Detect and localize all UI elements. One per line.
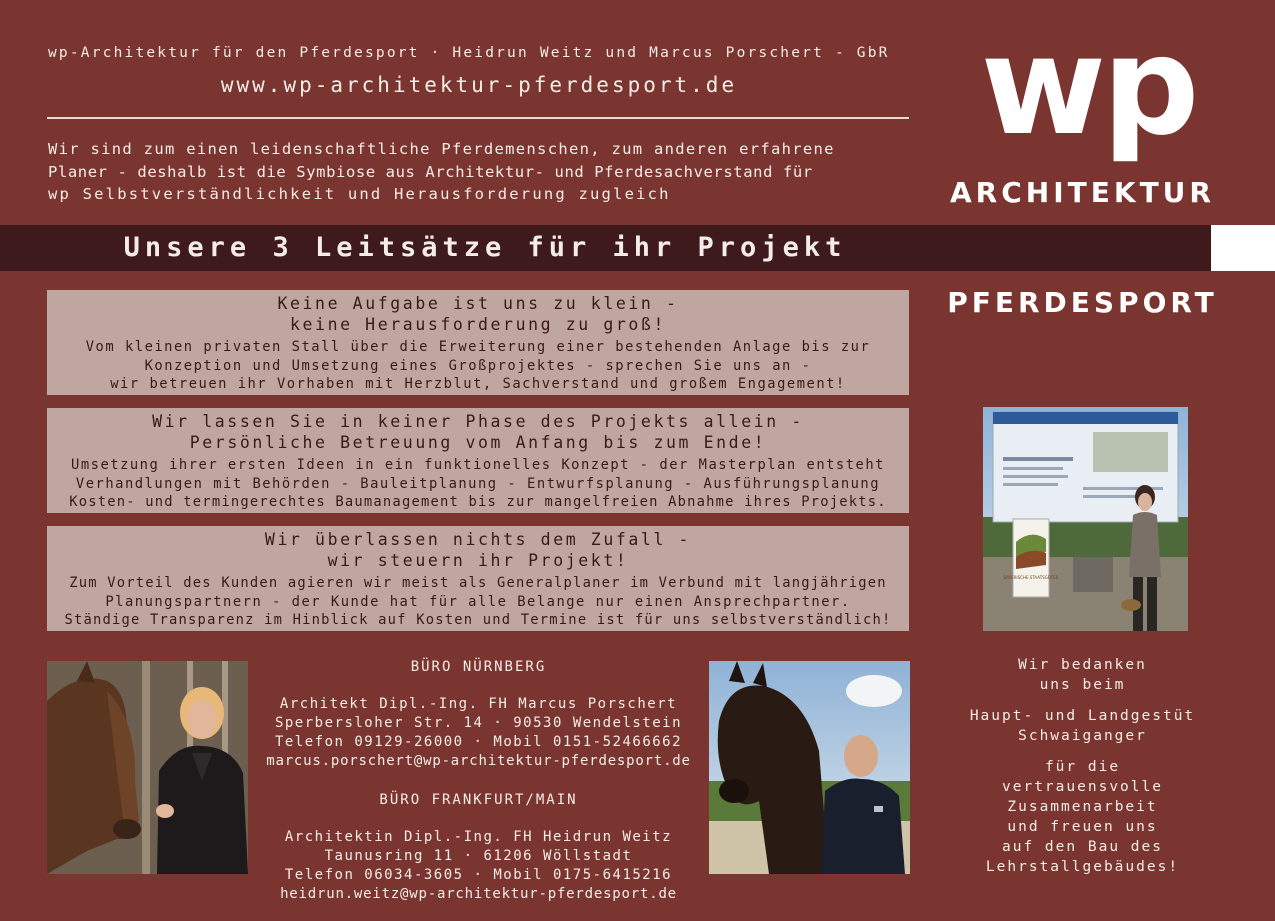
office-line: Sperbersloher Str. 14 · 90530 Wendelstein — [274, 715, 683, 731]
thanks-line: und freuen uns — [1007, 819, 1158, 835]
intro-line: wp Selbstverständlichkeit und Herausforderung zugleich — [48, 185, 671, 203]
principle-heading: keine Herausforderung zu groß! — [289, 315, 666, 334]
thanks-line: Schwaiganger — [1018, 728, 1147, 744]
thanks-line: Zusammenarbeit — [1007, 799, 1158, 815]
sign-brand-text: BAYERISCHE STAATSGÜTER — [1003, 575, 1059, 580]
principle-heading: Wir überlassen nichts dem Zufall - — [264, 530, 692, 549]
woman-horse-illustration — [47, 661, 248, 874]
website-url[interactable]: www.wp-architektur-pferdesport.de — [220, 73, 738, 97]
construction-sign-photo — [983, 407, 1188, 631]
principle-body: Ständige Transparenz im Hinblick auf Kosten und Termine ist für uns selbstverständlich! — [64, 612, 892, 628]
principle-heading: Keine Aufgabe ist uns zu klein - — [277, 294, 679, 313]
principle-body: Umsetzung ihrer ersten Ideen in ein funktionelles Konzept - der Masterplan entsteht — [71, 457, 885, 473]
principle-body: Konzeption und Umsetzung eines Großprojektes - sprechen Sie uns an - — [144, 357, 812, 374]
header-divider — [47, 117, 909, 119]
office-title-nuernberg: BÜRO NÜRNBERG — [410, 659, 547, 675]
section-title: Unsere 3 Leitsätze für ihr Projekt — [123, 232, 847, 263]
principle-body: wir betreuen ihr Vorhaben mit Herzblut, Sachverstand und großem Engagement! — [110, 376, 846, 392]
principle-body: Zum Vorteil des Kunden agieren wir meist als Generalplaner im Verbund mit langjährigen — [69, 575, 887, 591]
intro-text — [48, 138, 918, 206]
principle-body: Planungspartnern - der Kunde hat für alle Belange nur einen Ansprechpartner. — [105, 593, 851, 610]
thanks-line: uns beim — [1039, 677, 1126, 693]
brand-line-pferdesport: PFERDESPORT — [947, 286, 1218, 319]
office-contacts — [250, 658, 707, 904]
office-phone: Telefon 09129-26000 · Mobil 0151-52466662 — [274, 734, 683, 750]
thanks-line: auf den Bau des — [1002, 839, 1163, 855]
office-phone: Telefon 06034-3605 · Mobil 0175-6415216 — [284, 867, 673, 883]
principle-box-2 — [47, 408, 909, 513]
office-line: Architekt Dipl.-Ing. FH Marcus Porschert — [279, 696, 678, 712]
office-line: Architektin Dipl.-Ing. FH Heidrun Weitz — [284, 829, 673, 845]
header-company-line: wp-Architektur für den Pferdesport · Heidrun Weitz und Marcus Porschert - GbR — [48, 45, 890, 61]
man-horse-illustration — [709, 661, 910, 874]
heidrun-weitz-photo — [47, 661, 248, 874]
principle-body: Kosten- und termingerechtes Baumanagement bis zur mangelfreien Abnahme ihres Projekts. — [69, 494, 887, 510]
principle-body: Verhandlungen mit Behörden - Bauleitplanung - Entwurfsplanung - Ausführungsplanung — [75, 475, 881, 492]
thanks-line: vertrauensvolle — [1002, 779, 1163, 795]
title-band-accent — [1211, 225, 1275, 271]
principle-box-1 — [47, 290, 909, 395]
office-line: Taunusring 11 · 61206 Wöllstadt — [324, 848, 633, 864]
wp-logo: wp — [980, 8, 1196, 166]
principle-body: Vom kleinen privaten Stall über die Erweiterung einer bestehenden Anlage bis zur — [85, 339, 871, 355]
thanks-line: für die — [1044, 759, 1121, 775]
brand-line-architektur: ARCHITEKTUR — [950, 176, 1215, 209]
marcus-porschert-photo — [709, 661, 910, 874]
principle-box-3 — [47, 526, 909, 631]
thanks-line: Wir bedanken — [1018, 657, 1147, 673]
office-email[interactable]: marcus.porschert@wp-architektur-pferdesport.de — [266, 753, 691, 769]
intro-line: Planer - deshalb ist die Symbiose aus Architektur- und Pferdesachverstand für — [48, 162, 813, 181]
office-email[interactable]: heidrun.weitz@wp-architektur-pferdesport.de — [280, 886, 677, 902]
thanks-message — [940, 655, 1225, 877]
thanks-line: Haupt- und Landgestüt — [969, 708, 1196, 724]
principle-heading: Persönliche Betreuung vom Anfang bis zum Ende! — [189, 433, 767, 452]
principle-heading: wir steuern ihr Projekt! — [327, 551, 629, 570]
construction-sign-illustration — [983, 407, 1188, 631]
office-title-frankfurt: BÜRO FRANKFURT/MAIN — [379, 792, 578, 808]
intro-line: Wir sind zum einen leidenschaftliche Pferdemenschen, zum anderen erfahrene — [48, 140, 835, 158]
principle-heading: Wir lassen Sie in keiner Phase des Projekts allein - — [152, 412, 804, 431]
thanks-line: Lehrstallgebäudes! — [985, 859, 1180, 875]
